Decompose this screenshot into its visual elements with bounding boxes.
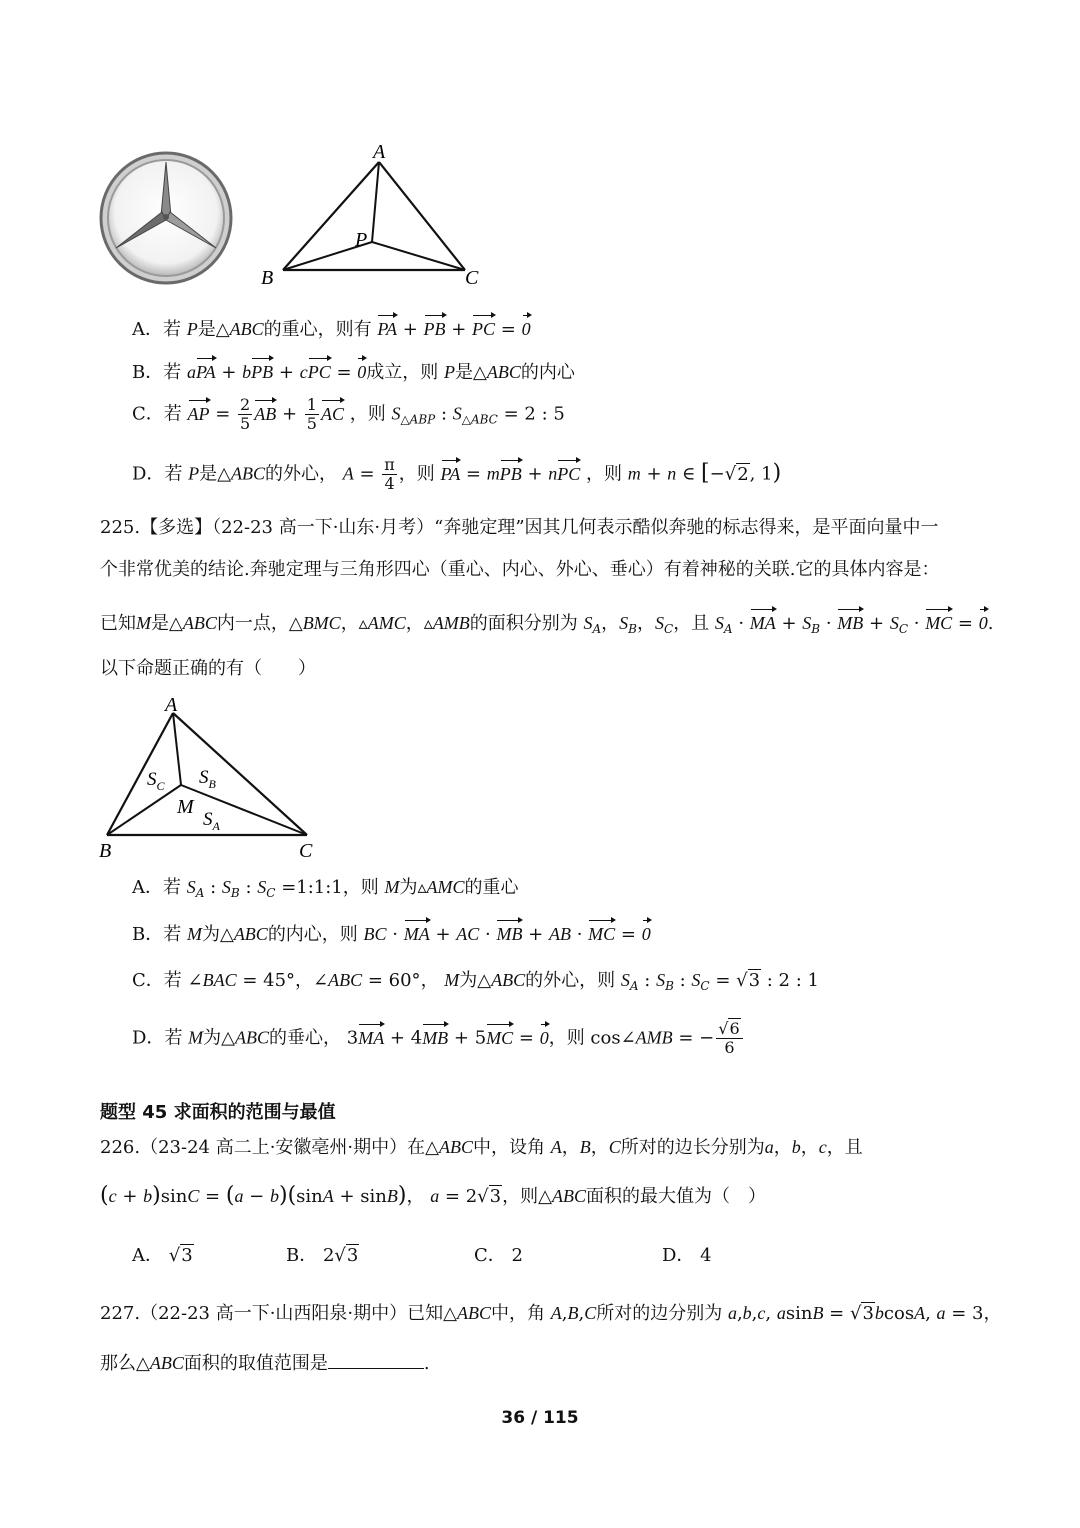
label-c: C (465, 267, 479, 288)
label-sa: $S_A$ (203, 809, 220, 833)
triangle-figure-p (255, 138, 495, 288)
section-title: 题型 45 求面积的范围与最值 (100, 1102, 336, 1123)
label-a: A (165, 695, 178, 716)
q224-option-a: A．若 P是△ABC的重心，则有 PA + PB + PC = 0 (132, 312, 531, 343)
label-b: B (261, 267, 274, 288)
segment-mb (107, 785, 181, 835)
mercedes-logo (98, 150, 238, 290)
q227-line-2: 那么△ABC面积的取值范围是 . (100, 1350, 430, 1377)
q226-option-d: D． 4 (662, 1245, 712, 1266)
q224-option-c: C．若 AP = $\frac{2}{5}$ AB + $\frac{1}{5}$ AC ，则 $S_{\triangle ABP}$ : $S_{\triangle ABC} = 2$ : 5 (132, 395, 565, 433)
label-a: A (373, 141, 386, 163)
q225-prompt: 以下命题正确的有（ ） (100, 658, 316, 679)
segment-ma (173, 713, 181, 785)
label-p: P (355, 229, 368, 251)
label-c: C (299, 840, 313, 862)
label-sb: $S_B$ (199, 767, 216, 791)
q226-line-1: 226.（23-24 高二上·安徽亳州·期中）在△ABC中，设角 A，B，C所对的边长分别为a，b，c，且 (100, 1137, 863, 1158)
q226-option-c: C． 2 (474, 1245, 523, 1266)
triangle-figure-m (95, 695, 325, 865)
q225-option-c: C．若 ∠BAC = 45°，∠ABC = 60°， M为△ABC的外心，则 $S_A$ : $S_B$ : $S_C = √3$ : 2 : 1 (132, 970, 819, 993)
segment-mc (181, 785, 307, 835)
label-sc: $S_C$ (147, 769, 165, 793)
segment-pa (372, 162, 379, 242)
label-b: B (99, 840, 112, 862)
label-m: M (177, 796, 194, 818)
q225-option-b: B．若 M为△ABC的内心，则 BC · MA + AC · MB + AB · MC = 0 (132, 917, 651, 948)
answer-blank[interactable] (328, 1350, 424, 1369)
q227-line-1: 227.（22-23 高一下·山西阳泉·期中）已知△ABC中，角 A,B,C所对的边分别为 a,b,c, asinB = √3bcosA, a = 3， (100, 1303, 1002, 1324)
q225-option-d: D．若 M为△ABC的垂心， 3MA + 4MB + 5MC = 0，则 cos∠AMB = − $\frac{√6}{6}$ (132, 1020, 745, 1057)
edge-ac (379, 162, 465, 270)
q225-line-1: 225.【多选】（22-23 高一下·山东·月考）“奔驰定理”因其几何表示酷似奔驰的标志得来，是平面向量中一 (100, 517, 939, 538)
page-number: 36 / 115 (501, 1408, 579, 1428)
q226-option-a: A． √3 (132, 1245, 193, 1266)
q225-line-3: 已知M是△ABC内一点，△BMC，▵AMC，▵AMB的面积分别为 $S_A$，$S_B$，$S_C$，且 $S_A$ · MA + $S_B$ · MB + $S_C$ · MC = 0. (100, 606, 993, 642)
edge-ab (107, 713, 173, 835)
q226-line-2: (c + b)sinC = (a − b)(sinA + sinB)， a = 2√3，则△ABC面积的最大值为（ ） (100, 1183, 766, 1208)
q224-option-b: B．若 aPA + bPB + cPC = 0成立，则 P是△ABC的内心 (132, 355, 575, 386)
q225-line-2: 个非常优美的结论.奔驰定理与三角形四心（重心、内心、外心、垂心）有着神秘的关联.它的具体内容是： (100, 559, 940, 580)
q226-option-b: B． 2√3 (286, 1245, 359, 1266)
segment-pc (372, 242, 465, 270)
q224-option-d: D．若 P是△ABC的外心， A = $\frac{\pi}{4}$ ，则 PA = mPB + nPC ，则 m + n ∈ [−√2, 1) (132, 455, 782, 493)
edge-ab (283, 162, 379, 270)
q225-option-a: A．若 $S_A$ : $S_B$ : $S_C$ =1:1:1，则 M为▵AMC的重心 (132, 877, 519, 900)
